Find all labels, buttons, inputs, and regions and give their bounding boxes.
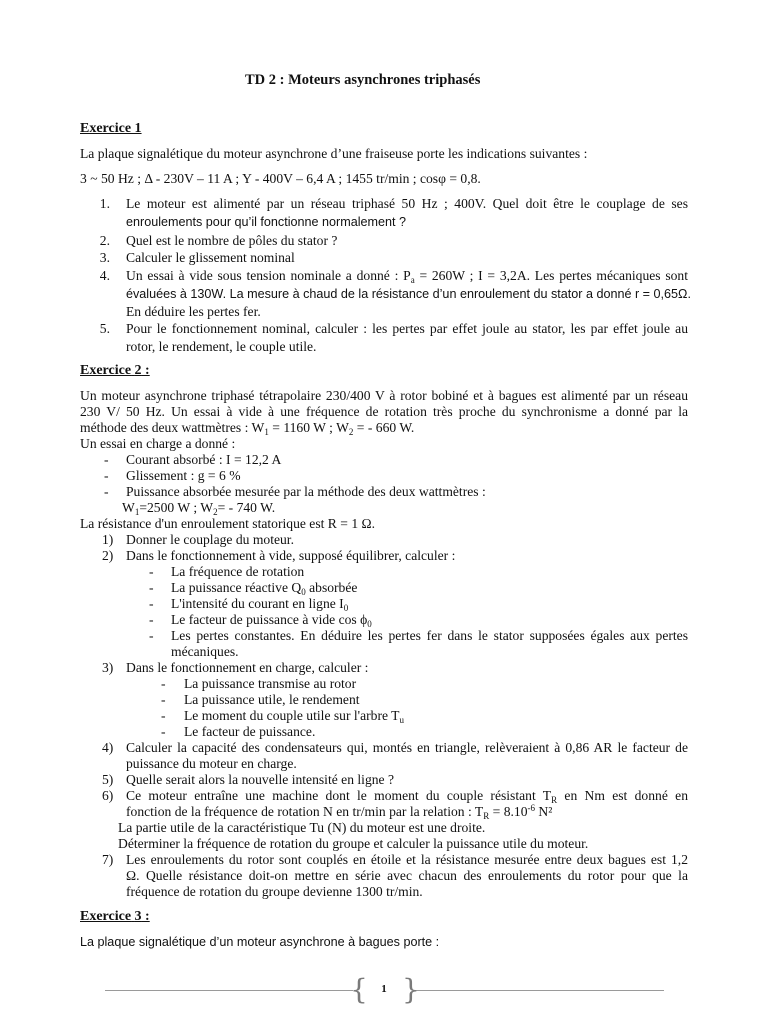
exercise-2-paragraph-line-3	[80, 420, 414, 436]
bullet-dash: -	[149, 564, 154, 579]
text-part: Ce moteur entraîne une machine dont le moment du couple résistant T	[126, 788, 552, 803]
subscript: 0	[367, 619, 372, 629]
wattmeter-readings	[122, 500, 275, 516]
question-6-line-2	[126, 804, 552, 820]
heading-colon: :	[141, 363, 150, 378]
exercise-1-heading: Exercice 1	[80, 121, 142, 136]
item-number: 2.	[99, 233, 110, 248]
question-5-number: 5)	[102, 772, 114, 787]
question-2-number: 2)	[102, 548, 114, 563]
bullet-dash: -	[149, 596, 154, 611]
exercise-1-item-2-text: Quel est le nombre de pôles du stator ?	[126, 233, 338, 248]
footer-brace-left: {	[350, 973, 368, 1006]
heading-number: 2	[134, 363, 142, 378]
exercise-2-paragraph-line-1: Un moteur asynchrone triphasé tétrapolaire 230/400 V à rotor bobiné et à bagues est alimenté par un réseau	[80, 388, 688, 403]
text-part: Un essai à vide sous tension nominale a donné : P	[126, 268, 411, 283]
subscript: R	[483, 811, 490, 821]
subscript: 0	[301, 587, 306, 597]
exercise-1-item-3-text: Calculer le glissement nominal	[126, 250, 295, 265]
exercise-2-load-intro: Un essai en charge a donné :	[80, 436, 236, 451]
exercise-1-item-4-line-1	[126, 268, 688, 284]
exercise-2-heading	[80, 363, 150, 379]
text-part: La puissance réactive Q	[171, 580, 302, 595]
footer-rule-right	[416, 990, 664, 991]
heading-word: Exercice	[80, 909, 132, 924]
text-part: W	[122, 500, 135, 515]
item-number: 5.	[99, 321, 110, 336]
q3-item-rotor-power: La puissance transmise au rotor	[184, 676, 357, 691]
q2-item-power-factor	[171, 612, 372, 628]
exercise-1-item-1-line-1: Le moteur est alimenté par un réseau triphasé 50 Hz ; 400V. Quel doit être le couplage de ses	[126, 196, 688, 211]
load-item-current: Courant absorbé : I = 12,2 A	[126, 452, 282, 467]
subscript: R	[551, 795, 558, 805]
bullet-dash: -	[161, 724, 166, 739]
document-title: TD 2 : Moteurs asynchrones triphasés	[245, 72, 481, 88]
exercise-1-item-4-line-2: évaluées à 130W. La mesure à chaud de la résistance d’un enroulement du stator a donné r = 0,65Ω.	[126, 287, 691, 301]
bullet-dash: -	[161, 708, 166, 723]
exercise-1-item-4-line-3: En déduire les pertes fer.	[126, 304, 261, 319]
question-7-line-1: Les enroulements du rotor sont couplés en étoile et la résistance mesurée entre deux bagues est 1,2	[126, 852, 688, 867]
q2-item-losses-line-2: mécaniques.	[171, 644, 239, 659]
text-part: Le moment du couple utile sur l'arbre T	[184, 708, 400, 723]
exercise-1-intro: La plaque signalétique du moteur asynchrone d’une fraiseuse porte les indications suivantes :	[80, 146, 588, 161]
text-part: méthode des deux wattmètres : W	[80, 420, 265, 435]
question-5-text: Quelle serait alors la nouvelle intensité en ligne ?	[126, 772, 395, 787]
text-part: = 260W ; I = 3,2A. Les pertes mécaniques sont	[414, 268, 688, 283]
q2-item-frequency: La fréquence de rotation	[171, 564, 305, 579]
q3-item-useful-power: La puissance utile, le rendement	[184, 692, 360, 707]
bullet-dash: -	[149, 628, 154, 643]
load-item-slip: Glissement : g = 6 %	[126, 468, 241, 483]
text-part: =2500 W ; W	[139, 500, 214, 515]
question-6-line-4: Déterminer la fréquence de rotation du groupe et calculer la puissance utile du moteur.	[118, 836, 589, 851]
stator-resistance: La résistance d'un enroulement statorique est R = 1 Ω.	[80, 516, 376, 531]
exercise-1-item-5-line-1: Pour le fonctionnement nominal, calculer : les pertes par effet joule au stator, les par effet joule au	[126, 321, 688, 336]
bullet-dash: -	[104, 452, 109, 467]
footer-brace-right: }	[402, 973, 420, 1006]
subscript: 2	[213, 507, 218, 517]
question-6-line-3: La partie utile de la caractéristique Tu (N) du moteur est une droite.	[118, 820, 486, 835]
text-part: = 1160 W ; W	[268, 420, 349, 435]
question-2-text: Dans le fonctionnement à vide, supposé équilibrer, calculer :	[126, 548, 456, 563]
question-6-line-1	[126, 788, 688, 804]
subscript: a	[410, 275, 415, 285]
text-part: = - 660 W.	[353, 420, 415, 435]
exercise-1-item-5-line-2: rotor, le rendement, le couple utile.	[126, 339, 317, 354]
question-3-number: 3)	[102, 660, 114, 675]
question-4-line-1: Calculer la capacité des condensateurs qui, montés en triangle, relèveraient à 0,86 AR le facteur de	[126, 740, 688, 755]
q2-item-reactive-power	[171, 580, 357, 596]
item-number: 4.	[99, 268, 110, 283]
q3-item-torque	[184, 708, 404, 724]
question-1-text: Donner le couplage du moteur.	[126, 532, 294, 547]
exercise-1-specs: 3 ~ 50 Hz ; Δ - 230V – 11 A ; Y - 400V – 6,4 A ; 1455 tr/min ; cosφ = 0,8.	[80, 171, 481, 186]
bullet-dash: -	[149, 612, 154, 627]
text-part: fonction de la fréquence de rotation N en tr/min par la relation : T	[126, 804, 484, 819]
q2-item-line-current	[171, 596, 348, 612]
heading-number: 3	[134, 909, 142, 924]
exercise-1-item-1-line-2: enroulements pour qu’il fonctionne normalement ?	[126, 215, 407, 229]
subscript: u	[399, 715, 404, 725]
question-4-line-2: puissance du moteur en charge.	[126, 756, 297, 771]
exercise-3-intro: La plaque signalétique d’un moteur asynchrone à bagues porte :	[80, 935, 440, 949]
footer-rule-left	[105, 990, 353, 991]
bullet-dash: -	[104, 484, 109, 499]
subscript: 0	[343, 603, 349, 613]
load-item-power: Puissance absorbée mesurée par la méthode des deux wattmètres :	[126, 484, 486, 499]
bullet-dash: -	[161, 676, 166, 691]
subscript: 1	[134, 507, 140, 517]
text-part: absorbée	[305, 580, 358, 595]
text-part: = - 740 W.	[217, 500, 276, 515]
q2-item-losses-line-1: Les pertes constantes. En déduire les pertes fer dans le stator supposées égales aux pertes	[171, 628, 688, 643]
text-part: Le facteur de puissance à vide cos ϕ	[171, 612, 368, 627]
question-3-text: Dans le fonctionnement en charge, calculer :	[126, 660, 369, 675]
item-number: 1.	[99, 196, 110, 211]
question-7-line-2: Ω. Quelle résistance doit-on mettre en série avec chacun des enroulements du rotor pour que la	[126, 868, 688, 883]
bullet-dash: -	[104, 468, 109, 483]
text-part: N²	[535, 804, 553, 819]
exercise-3-heading	[80, 909, 150, 925]
exercise-2-paragraph-line-2: 230 V/ 50 Hz. Un essai à vide à une fréquence de rotation très proche du synchronisme a donné par la	[80, 404, 688, 419]
question-6-number: 6)	[102, 788, 114, 803]
heading-word: Exercice	[80, 363, 132, 378]
bullet-dash: -	[161, 692, 166, 707]
bullet-dash: -	[149, 580, 154, 595]
question-7-line-3: fréquence de rotation du groupe devienne 1300 tr/min.	[126, 884, 423, 899]
question-7-number: 7)	[102, 852, 114, 867]
superscript: -6	[527, 803, 535, 813]
question-1-number: 1)	[102, 532, 114, 547]
item-number: 3.	[99, 250, 110, 265]
question-4-number: 4)	[102, 740, 114, 755]
q3-item-power-factor: Le facteur de puissance.	[184, 724, 316, 739]
text-part: = 8.10	[489, 804, 528, 819]
heading-colon: :	[141, 909, 150, 924]
text-part: en Nm est donné en	[557, 788, 688, 803]
page-number: 1	[381, 983, 387, 995]
text-part: L'intensité du courant en ligne I	[171, 596, 344, 611]
subscript: 1	[264, 427, 269, 437]
subscript: 2	[348, 427, 354, 437]
